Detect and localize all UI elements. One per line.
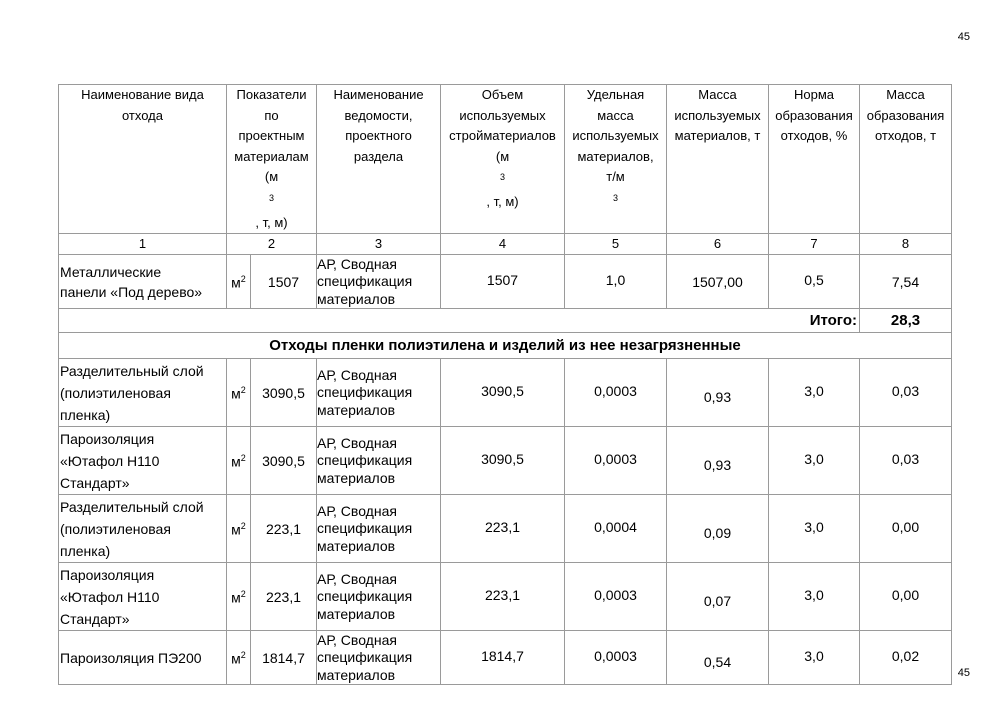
waste-name-cell: Пароизоляция «Ютафол Н110 Стандарт» [59, 427, 227, 495]
norm-cell: 3,0 [769, 359, 860, 427]
quantity-cell: 1814,7 [251, 631, 317, 685]
header-material-mass: Масса используемых материалов, т [667, 85, 769, 234]
quantity-cell: 1507 [251, 255, 317, 309]
column-number: 3 [317, 234, 441, 255]
header-material-volume: Объем используемых стройматериалов (м $^3$ , т, м) [441, 85, 565, 234]
mass-cell: 0,93 [667, 359, 769, 427]
norm-cell: 3,0 [769, 495, 860, 563]
total-value: 28,3 [860, 309, 952, 333]
mass-cell: 0,93 [667, 427, 769, 495]
table-row [59, 359, 952, 427]
waste-name-cell: Разделительный слой (полиэтиленовая пленка) [59, 495, 227, 563]
column-number: 1 [59, 234, 227, 255]
volume-cell: 223,1 [441, 495, 565, 563]
table-row [59, 563, 952, 631]
column-number: 2 [227, 234, 317, 255]
unit-cell: $м^2$ [227, 631, 251, 685]
waste-mass-cell: 7,54 [860, 255, 952, 309]
waste-mass-cell: 0,03 [860, 427, 952, 495]
unit-cell: $м^2$ [227, 495, 251, 563]
volume-cell: 3090,5 [441, 359, 565, 427]
norm-cell: 3,0 [769, 427, 860, 495]
table-row [59, 427, 952, 495]
unit-cell: $м^2$ [227, 427, 251, 495]
waste-name-cell: Металлические панели «Под дерево» [59, 255, 227, 309]
norm-cell: 0,5 [769, 255, 860, 309]
waste-mass-cell: 0,00 [860, 495, 952, 563]
header-unit-mass: Удельная масса используемых материалов, т/м $^3$ [565, 85, 667, 234]
table-row [59, 631, 952, 685]
group-title: Отходы пленки полиэтилена и изделий из нее незагрязненные [59, 333, 952, 359]
quantity-cell: 223,1 [251, 563, 317, 631]
norm-cell: 3,0 [769, 631, 860, 685]
header-waste-norm: Норма образования отходов, % [769, 85, 860, 234]
table-row [59, 255, 952, 309]
waste-table [58, 84, 952, 685]
mass-cell: 0,09 [667, 495, 769, 563]
waste-mass-cell: 0,02 [860, 631, 952, 685]
mass-cell: 0,54 [667, 631, 769, 685]
waste-mass-cell: 0,00 [860, 563, 952, 631]
header-project-indicators: Показатели по проектным материалам (м $^3$ , т, м) [227, 85, 317, 234]
unit-mass-cell: 0,0003 [565, 359, 667, 427]
section-cell: АР, Сводная спецификация материалов [317, 563, 441, 631]
page-number-bottom: 45 [957, 667, 970, 679]
section-cell: АР, Сводная спецификация материалов [317, 427, 441, 495]
unit-mass-cell: 0,0003 [565, 631, 667, 685]
unit-cell: $м^2$ [227, 255, 251, 309]
mass-cell: 1507,00 [667, 255, 769, 309]
page-number-top: 45 [957, 31, 970, 43]
norm-cell: 3,0 [769, 563, 860, 631]
mass-cell: 0,07 [667, 563, 769, 631]
column-number-row [59, 234, 952, 255]
unit-cell: $м^2$ [227, 359, 251, 427]
waste-name-cell: Пароизоляция ПЭ200 [59, 631, 227, 685]
unit-mass-cell: 0,0004 [565, 495, 667, 563]
column-number: 7 [769, 234, 860, 255]
header-row [59, 85, 952, 234]
waste-name-cell: Пароизоляция «Ютафол Н110 Стандарт» [59, 563, 227, 631]
unit-cell: $м^2$ [227, 563, 251, 631]
section-cell: АР, Сводная спецификация материалов [317, 631, 441, 685]
total-row [59, 309, 952, 333]
quantity-cell: 3090,5 [251, 427, 317, 495]
column-number: 5 [565, 234, 667, 255]
column-number: 4 [441, 234, 565, 255]
section-cell: АР, Сводная спецификация материалов [317, 255, 441, 309]
section-cell: АР, Сводная спецификация материалов [317, 495, 441, 563]
volume-cell: 1814,7 [441, 631, 565, 685]
header-waste-name: Наименование вида отхода [59, 85, 227, 234]
quantity-cell: 223,1 [251, 495, 317, 563]
header-section-name: Наименование ведомости, проектного раздела [317, 85, 441, 234]
waste-mass-cell: 0,03 [860, 359, 952, 427]
unit-mass-cell: 0,0003 [565, 563, 667, 631]
header-waste-mass: Масса образования отходов, т [860, 85, 952, 234]
unit-mass-cell: 0,0003 [565, 427, 667, 495]
volume-cell: 1507 [441, 255, 565, 309]
waste-name-cell: Разделительный слой (полиэтиленовая пленка) [59, 359, 227, 427]
unit-mass-cell: 1,0 [565, 255, 667, 309]
table-row [59, 495, 952, 563]
volume-cell: 3090,5 [441, 427, 565, 495]
total-label: Итого: [59, 309, 860, 333]
quantity-cell: 3090,5 [251, 359, 317, 427]
section-cell: АР, Сводная спецификация материалов [317, 359, 441, 427]
group-title-row [59, 333, 952, 359]
volume-cell: 223,1 [441, 563, 565, 631]
column-number: 6 [667, 234, 769, 255]
column-number: 8 [860, 234, 952, 255]
